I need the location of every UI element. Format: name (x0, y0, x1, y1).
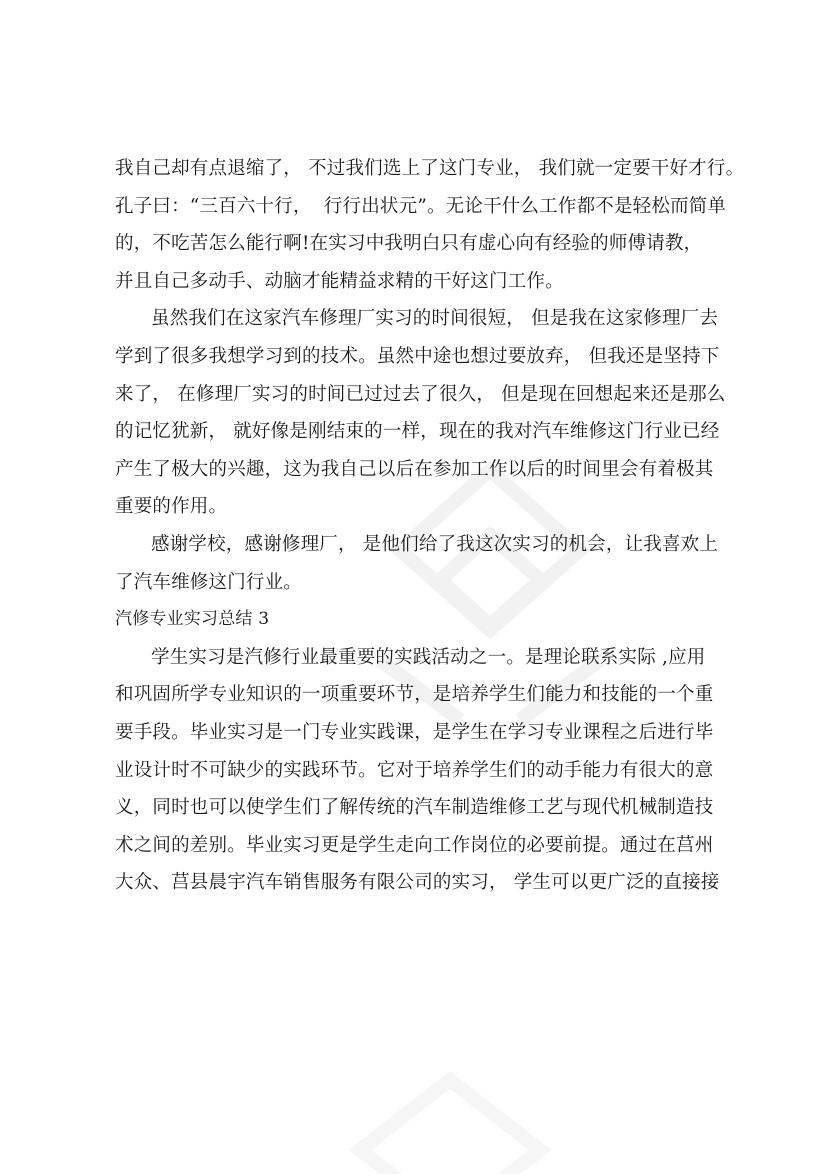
paragraph-line: 我自己却有点退缩了， 不过我们选上了这门专业， 我们就一定要干好才行。 (115, 158, 745, 179)
paragraph-line: 产生了极大的兴趣，这为我自己以后在参加工作以后的时间里会有着极其 (115, 458, 714, 480)
paragraph-line: 虽然我们在这家汽车修理厂实习的时间很短， 但是我在这家修理厂去 (151, 308, 719, 330)
section-heading: 汽修专业实习总结 3 (115, 609, 270, 630)
paragraph-line: 大众、莒县晨宇汽车销售服务有限公司的实习， 学生可以更广泛的直接接 (115, 872, 720, 894)
paragraph-line: 孔子曰：“三百六十行， 行行出状元”。无论干什么工作都不是轻松而简单 (115, 195, 727, 217)
paragraph-line: 来了， 在修理厂实习的时间已过过去了很久， 但是现在回想起来还是那么 (115, 383, 726, 405)
paragraph-line: 术之间的差别。毕业实习更是学生走向工作岗位的必要前提。通过在莒州 (115, 834, 714, 856)
paragraph-line: 的，不吃苦怎么能行啊!在实习中我明白只有虚心向有经验的师傅请教， (115, 233, 703, 255)
paragraph-line: 重要的作用。 (115, 496, 228, 518)
paragraph-line: 业设计时不可缺少的实践环节。它对于培养学生们的动手能力有很大的意 (115, 759, 714, 781)
document-body (115, 150, 745, 902)
watermark-logo-icon-2 (330, 1050, 570, 1174)
paragraph-line: 了汽车维修这门行业。 (115, 571, 303, 593)
paragraph-line: 义，同时也可以使学生们了解传统的汽车制造维修工艺与现代机械制造技 (115, 797, 714, 819)
paragraph-line: 学生实习是汽修行业最重要的实践活动之一。是理论联系实际 ,应用 (151, 646, 706, 668)
paragraph-line: 和巩固所学专业知识的一项重要环节，是培养学生们能力和技能的一个重 (115, 684, 714, 706)
paragraph-line: 的记忆犹新， 就好像是刚结束的一样，现在的我对汽车维修这门行业已经 (115, 421, 720, 443)
paragraph-line: 并且自己多动手、动脑才能精益求精的干好这门工作。 (115, 270, 564, 292)
paragraph-line: 学到了很多我想学习到的技术。虽然中途也想过要放弃， 但我还是坚持下 (115, 345, 720, 367)
paragraph-line: 感谢学校，感谢修理厂， 是他们给了我这次实习的机会，让我喜欢上 (151, 533, 719, 555)
paragraph-line: 要手段。毕业实习是一门专业实践课，是学生在学习专业课程之后进行毕 (115, 721, 714, 743)
